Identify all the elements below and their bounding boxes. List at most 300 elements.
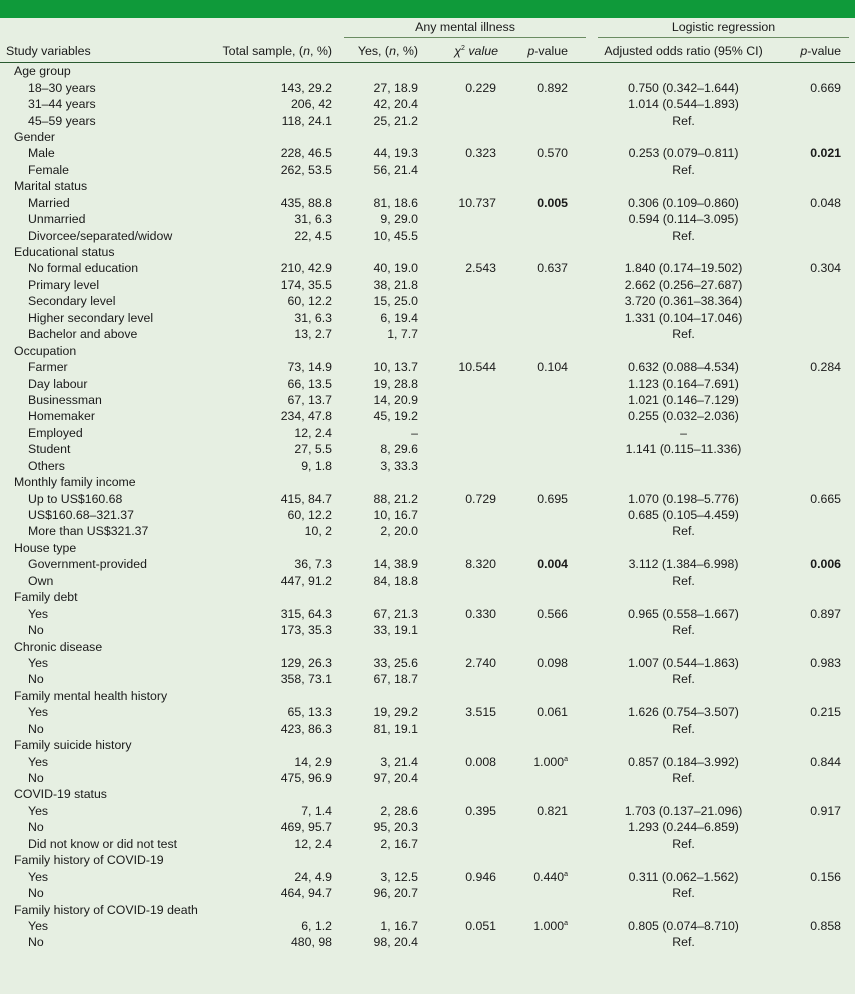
logistic-p-value-cell: [775, 244, 855, 260]
yes-count-cell: 97, 20.4: [373, 771, 418, 786]
logistic-p-value-cell: [775, 458, 855, 474]
total-sample-cell: [222, 852, 338, 868]
total-sample-cell: [222, 244, 338, 260]
variable-cell: Monthly family income: [14, 475, 136, 490]
logistic-p-value-cell: 0.021: [810, 146, 842, 161]
odds-ratio-cell: [592, 638, 775, 654]
variable-cell: Did not know or did not test: [28, 836, 178, 851]
total-sample-cell: 173, 35.3: [280, 623, 332, 638]
logistic-p-value-cell: 0.006: [810, 557, 842, 572]
chi-square-cell: 0.008: [465, 754, 496, 769]
variable-cell: Farmer: [28, 360, 68, 375]
p-value-cell: [508, 901, 592, 917]
variable-cell: Government-provided: [28, 557, 147, 572]
logistic-p-value-cell: [775, 852, 855, 868]
total-sample-cell: 262, 53.5: [280, 162, 332, 177]
p-value-cell: [508, 326, 592, 342]
table-row: [0, 408, 855, 424]
logistic-p-value-cell: [775, 392, 855, 408]
logistic-p-value-cell: [775, 96, 855, 112]
yes-count-cell: –: [411, 425, 418, 440]
total-sample-cell: 12, 2.4: [294, 425, 332, 440]
section-row: [0, 540, 855, 556]
table-row: [0, 605, 855, 621]
variable-cell: Family history of COVID-19: [14, 853, 164, 868]
variable-cell: Married: [28, 195, 70, 210]
chi-square-cell: [434, 852, 508, 868]
odds-ratio-cell: 1.293 (0.244–6.859): [628, 820, 739, 835]
logistic-p-value-cell: [775, 112, 855, 128]
table-row: [0, 96, 855, 112]
logistic-p-value-cell: [775, 523, 855, 539]
table-row: [0, 721, 855, 737]
odds-ratio-cell: [592, 129, 775, 145]
p-value-cell: [508, 96, 592, 112]
chi-square-cell: 0.229: [465, 80, 496, 95]
yes-count-cell: 45, 19.2: [373, 409, 418, 424]
p-value-cell: 0.570: [537, 146, 569, 161]
odds-ratio-cell: 3.112 (1.384–6.998): [628, 557, 739, 572]
odds-ratio-cell: 0.253 (0.079–0.811): [628, 146, 739, 161]
odds-ratio-cell: [592, 63, 775, 80]
table-row: [0, 441, 855, 457]
chi-square-cell: 0.946: [465, 869, 496, 884]
variable-cell: Yes: [28, 754, 49, 769]
p-value-cell: [508, 293, 592, 309]
chi-square-cell: [434, 310, 508, 326]
table-row: [0, 885, 855, 901]
p-value-cell: [508, 112, 592, 128]
variable-cell: Chronic disease: [14, 639, 103, 654]
section-row: [0, 737, 855, 753]
odds-ratio-cell: 1.840 (0.174–19.502): [624, 261, 743, 276]
variable-cell: Secondary level: [28, 294, 116, 309]
logistic-p-value-cell: 0.304: [810, 261, 842, 276]
group-logistic-regression: Logistic regression: [592, 18, 855, 40]
total-sample-cell: 129, 26.3: [280, 655, 332, 670]
col-chi-square: $\chi^2$ value: [434, 40, 508, 63]
yes-count-cell: 33, 19.1: [373, 623, 418, 638]
odds-ratio-cell: 0.857 (0.184–3.992): [628, 754, 739, 769]
yes-count-cell: 44, 19.3: [373, 146, 418, 161]
p-value-cell: [508, 474, 592, 490]
chi-square-cell: [434, 786, 508, 802]
p-value-cell: 0.637: [537, 261, 569, 276]
yes-count-cell: 56, 21.4: [373, 162, 418, 177]
logistic-p-value-cell: [775, 63, 855, 80]
total-sample-cell: 31, 6.3: [294, 212, 332, 227]
variable-cell: Age group: [14, 64, 71, 79]
section-row: [0, 589, 855, 605]
total-sample-cell: [222, 178, 338, 194]
yes-count-cell: 19, 28.8: [373, 376, 418, 391]
chi-square-cell: [434, 375, 508, 391]
logistic-p-value-cell: [775, 934, 855, 950]
yes-count-cell: [338, 852, 434, 868]
variable-cell: Yes: [28, 655, 49, 670]
variable-cell: Primary level: [28, 277, 100, 292]
chi-square-cell: [434, 836, 508, 852]
total-sample-cell: [222, 688, 338, 704]
col-total-sample: Total sample, (n, %): [222, 40, 338, 63]
table-row: [0, 425, 855, 441]
p-value-cell: [508, 885, 592, 901]
total-sample-cell: 60, 12.2: [287, 294, 332, 309]
table-row: [0, 523, 855, 539]
section-row: [0, 63, 855, 80]
p-value-cell: [508, 425, 592, 441]
table-row: [0, 211, 855, 227]
logistic-p-value-cell: [775, 293, 855, 309]
table-row: [0, 458, 855, 474]
odds-ratio-cell: –: [680, 425, 687, 440]
variable-cell: 18–30 years: [28, 80, 96, 95]
p-value-cell: 0.061: [537, 705, 569, 720]
variable-cell: Family debt: [14, 590, 78, 605]
p-value-cell: [508, 671, 592, 687]
variable-cell: No: [28, 721, 44, 736]
logistic-p-value-cell: [775, 162, 855, 178]
chi-square-cell: [434, 737, 508, 753]
col-p-value: p-value: [508, 40, 592, 63]
chi-square-cell: [434, 507, 508, 523]
chi-square-cell: [434, 227, 508, 243]
chi-square-cell: 0.330: [465, 606, 496, 621]
chi-square-cell: [434, 770, 508, 786]
p-value-cell: 0.004: [537, 557, 569, 572]
chi-square-cell: [434, 721, 508, 737]
logistic-p-value-cell: [775, 819, 855, 835]
variable-cell: Gender: [14, 129, 56, 144]
variable-cell: Employed: [28, 425, 83, 440]
variable-cell: No formal education: [28, 261, 139, 276]
odds-ratio-cell: [592, 852, 775, 868]
logistic-p-value-cell: [775, 441, 855, 457]
p-value-cell: [508, 342, 592, 358]
total-sample-cell: [222, 589, 338, 605]
group-header-row: [0, 18, 855, 40]
variable-cell: Businessman: [28, 392, 102, 407]
total-sample-cell: [222, 901, 338, 917]
odds-ratio-cell: [592, 540, 775, 556]
logistic-p-value-cell: [775, 326, 855, 342]
variable-cell: Yes: [28, 869, 49, 884]
yes-count-cell: 14, 20.9: [373, 392, 418, 407]
table-row: [0, 671, 855, 687]
variable-cell: Day labour: [28, 376, 88, 391]
chi-square-cell: [434, 934, 508, 950]
odds-ratio-cell: [592, 589, 775, 605]
chi-square-cell: [434, 425, 508, 441]
yes-count-cell: [338, 474, 434, 490]
yes-count-cell: 67, 18.7: [373, 672, 418, 687]
p-value-cell: 0.005: [537, 195, 569, 210]
variable-cell: Yes: [28, 606, 49, 621]
odds-ratio-cell: 1.703 (0.137–21.096): [624, 803, 743, 818]
chi-square-cell: [434, 458, 508, 474]
p-value-cell: [508, 721, 592, 737]
variable-cell: Own: [28, 573, 54, 588]
variable-cell: No: [28, 623, 44, 638]
yes-count-cell: 3, 21.4: [380, 754, 418, 769]
p-value-cell: [508, 162, 592, 178]
total-sample-cell: 423, 86.3: [280, 721, 332, 736]
total-sample-cell: 447, 91.2: [280, 573, 332, 588]
odds-ratio-cell: Ref.: [672, 228, 695, 243]
total-sample-cell: [222, 638, 338, 654]
total-sample-cell: 435, 88.8: [280, 195, 332, 210]
odds-ratio-cell: 1.070 (0.198–5.776): [628, 491, 739, 506]
total-sample-cell: 14, 2.9: [294, 754, 332, 769]
chi-square-cell: 0.395: [465, 803, 496, 818]
odds-ratio-cell: [592, 458, 775, 474]
p-value-cell: [508, 852, 592, 868]
total-sample-cell: [222, 737, 338, 753]
chi-square-cell: 2.740: [465, 655, 496, 670]
logistic-p-value-cell: [775, 885, 855, 901]
logistic-p-value-cell: 0.844: [810, 754, 842, 769]
section-row: [0, 129, 855, 145]
variable-cell: No: [28, 771, 44, 786]
table-row: [0, 918, 855, 934]
p-value-cell: [508, 589, 592, 605]
chi-square-cell: 10.544: [458, 360, 496, 375]
chi-square-cell: [434, 901, 508, 917]
variable-cell: Male: [28, 146, 55, 161]
logistic-p-value-cell: 0.897: [810, 606, 842, 621]
p-value-cell: [508, 737, 592, 753]
variable-cell: Divorcee/separated/widow: [28, 228, 173, 243]
chi-square-cell: [434, 589, 508, 605]
results-table: [0, 18, 855, 951]
variable-cell: COVID-19 status: [14, 787, 107, 802]
total-sample-cell: [222, 129, 338, 145]
odds-ratio-cell: [592, 901, 775, 917]
total-sample-cell: 143, 29.2: [280, 80, 332, 95]
logistic-p-value-cell: [775, 408, 855, 424]
variable-cell: Marital status: [14, 179, 88, 194]
logistic-p-value-cell: [775, 901, 855, 917]
total-sample-cell: 464, 94.7: [280, 886, 332, 901]
odds-ratio-cell: Ref.: [672, 672, 695, 687]
total-sample-cell: [222, 786, 338, 802]
total-sample-cell: 210, 42.9: [280, 261, 332, 276]
odds-ratio-cell: Ref.: [672, 721, 695, 736]
chi-square-cell: [434, 885, 508, 901]
table-footer-space: [0, 951, 855, 981]
variable-cell: Others: [28, 458, 65, 473]
logistic-p-value-cell: 0.284: [810, 360, 842, 375]
table-row: [0, 753, 855, 769]
odds-ratio-cell: 2.662 (0.256–27.687): [624, 277, 743, 292]
col-study-variables: Study variables: [0, 40, 222, 63]
odds-ratio-cell: 0.685 (0.105–4.459): [628, 508, 739, 523]
logistic-p-value-cell: 0.156: [810, 869, 842, 884]
logistic-p-value-cell: [775, 277, 855, 293]
chi-square-cell: [434, 638, 508, 654]
p-value-cell: [508, 458, 592, 474]
yes-count-cell: 1, 7.7: [387, 327, 418, 342]
odds-ratio-cell: 0.805 (0.074–8.710): [628, 918, 739, 933]
variable-cell: No: [28, 886, 44, 901]
odds-ratio-cell: Ref.: [672, 935, 695, 950]
logistic-p-value-cell: [775, 589, 855, 605]
p-value-cell: 1.000$^a$: [533, 754, 569, 769]
yes-count-cell: 25, 21.2: [373, 113, 418, 128]
chi-square-cell: 8.320: [465, 557, 496, 572]
table-row: [0, 112, 855, 128]
table-row: [0, 293, 855, 309]
p-value-cell: [508, 392, 592, 408]
yes-count-cell: 3, 12.5: [380, 869, 418, 884]
yes-count-cell: 81, 19.1: [373, 721, 418, 736]
odds-ratio-cell: Ref.: [672, 162, 695, 177]
odds-ratio-cell: Ref.: [672, 771, 695, 786]
table-row: [0, 195, 855, 211]
p-value-cell: 0.104: [537, 360, 569, 375]
total-sample-cell: 469, 95.7: [280, 820, 332, 835]
chi-square-cell: [434, 211, 508, 227]
odds-ratio-cell: 0.594 (0.114–3.095): [628, 212, 739, 227]
variable-cell: Female: [28, 162, 70, 177]
odds-ratio-cell: Ref.: [672, 573, 695, 588]
variable-cell: Educational status: [14, 245, 115, 260]
chi-square-cell: [434, 178, 508, 194]
table-row: [0, 704, 855, 720]
yes-count-cell: 42, 20.4: [373, 97, 418, 112]
yes-count-cell: 38, 21.8: [373, 277, 418, 292]
table-row: [0, 162, 855, 178]
odds-ratio-cell: [592, 244, 775, 260]
p-value-cell: [508, 523, 592, 539]
p-value-cell: 0.821: [537, 803, 569, 818]
yes-count-cell: 6, 19.4: [380, 310, 418, 325]
logistic-p-value-cell: [775, 622, 855, 638]
table-row: [0, 934, 855, 950]
yes-count-cell: 88, 21.2: [373, 491, 418, 506]
total-sample-cell: [222, 63, 338, 80]
variable-cell: No: [28, 672, 44, 687]
total-sample-cell: 60, 12.2: [287, 508, 332, 523]
table-row: [0, 836, 855, 852]
yes-count-cell: 14, 38.9: [373, 557, 418, 572]
yes-count-cell: 1, 16.7: [380, 918, 418, 933]
col-adjusted-odds-ratio: Adjusted odds ratio (95% CI): [592, 40, 775, 63]
chi-square-cell: [434, 96, 508, 112]
odds-ratio-cell: [592, 688, 775, 704]
odds-ratio-cell: [592, 474, 775, 490]
logistic-p-value-cell: [775, 211, 855, 227]
total-sample-cell: 206, 42: [290, 97, 332, 112]
total-sample-cell: 65, 13.3: [287, 705, 332, 720]
variable-cell: 45–59 years: [28, 113, 96, 128]
p-value-cell: 0.566: [537, 606, 569, 621]
table-row: [0, 359, 855, 375]
table-row: [0, 770, 855, 786]
p-value-cell: [508, 573, 592, 589]
odds-ratio-cell: 0.965 (0.558–1.667): [628, 606, 739, 621]
table-row: [0, 490, 855, 506]
p-value-cell: [508, 310, 592, 326]
chi-square-cell: [434, 244, 508, 260]
yes-count-cell: [338, 129, 434, 145]
odds-ratio-cell: 1.007 (0.544–1.863): [628, 655, 739, 670]
total-sample-cell: 234, 47.8: [280, 409, 332, 424]
yes-count-cell: [338, 638, 434, 654]
variable-cell: Occupation: [14, 343, 77, 358]
yes-count-cell: [338, 737, 434, 753]
p-value-cell: [508, 63, 592, 80]
yes-count-cell: [338, 688, 434, 704]
yes-count-cell: [338, 342, 434, 358]
p-value-cell: [508, 244, 592, 260]
p-value-cell: [508, 836, 592, 852]
chi-square-cell: [434, 342, 508, 358]
odds-ratio-cell: Ref.: [672, 113, 695, 128]
total-sample-cell: 315, 64.3: [280, 606, 332, 621]
p-value-cell: 0.440$^a$: [533, 869, 569, 884]
section-row: [0, 474, 855, 490]
variable-cell: Family history of COVID-19 death: [14, 902, 198, 917]
odds-ratio-cell: 1.014 (0.544–1.893): [628, 97, 739, 112]
yes-count-cell: 10, 45.5: [373, 228, 418, 243]
odds-ratio-cell: 1.021 (0.146–7.129): [628, 392, 739, 407]
logistic-p-value-cell: 0.983: [810, 655, 842, 670]
section-row: [0, 244, 855, 260]
variable-cell: Yes: [28, 705, 49, 720]
chi-square-cell: [434, 441, 508, 457]
chi-square-cell: [434, 523, 508, 539]
yes-count-cell: 27, 18.9: [373, 80, 418, 95]
p-value-cell: [508, 211, 592, 227]
p-value-cell: 0.892: [537, 80, 569, 95]
section-row: [0, 786, 855, 802]
section-row: [0, 852, 855, 868]
table-row: [0, 556, 855, 572]
yes-count-cell: [338, 786, 434, 802]
chi-square-cell: [434, 63, 508, 80]
table-row: [0, 573, 855, 589]
chi-square-cell: [434, 112, 508, 128]
variable-cell: Up to US$160.68: [28, 491, 123, 506]
odds-ratio-cell: 0.255 (0.032–2.036): [628, 409, 739, 424]
yes-count-cell: 19, 29.2: [373, 705, 418, 720]
table-row: [0, 803, 855, 819]
table-row: [0, 145, 855, 161]
logistic-p-value-cell: 0.669: [810, 80, 842, 95]
chi-square-cell: [434, 277, 508, 293]
column-header-row: [0, 40, 855, 63]
logistic-p-value-cell: [775, 721, 855, 737]
odds-ratio-cell: Ref.: [672, 836, 695, 851]
table-row: [0, 326, 855, 342]
yes-count-cell: 8, 29.6: [380, 442, 418, 457]
group-any-mental-illness: Any mental illness: [338, 18, 592, 40]
table-row: [0, 227, 855, 243]
p-value-cell: [508, 622, 592, 638]
chi-square-cell: 0.729: [465, 491, 496, 506]
logistic-p-value-cell: [775, 342, 855, 358]
variable-cell: 31–44 years: [28, 97, 96, 112]
chi-square-cell: [434, 688, 508, 704]
yes-count-cell: [338, 63, 434, 80]
yes-count-cell: 3, 33.3: [380, 458, 418, 473]
p-value-cell: [508, 441, 592, 457]
variable-cell: Family mental health history: [14, 688, 168, 703]
total-sample-cell: 66, 13.5: [287, 376, 332, 391]
total-sample-cell: 7, 1.4: [301, 803, 332, 818]
logistic-p-value-cell: [775, 310, 855, 326]
